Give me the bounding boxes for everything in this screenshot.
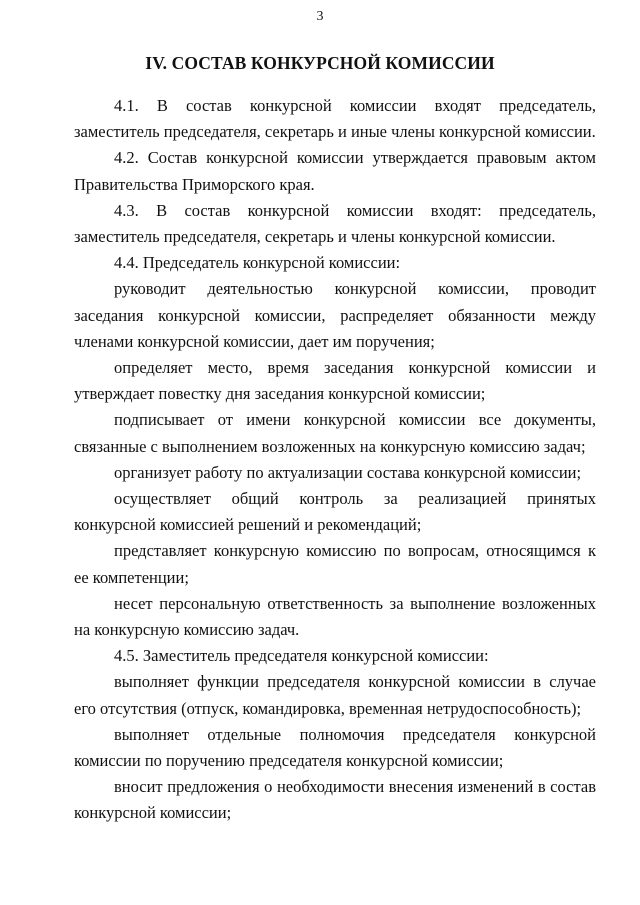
document-body — [74, 93, 596, 827]
paragraph-4-5-heading: 4.5. Заместитель председателя конкурсной комиссии: — [114, 646, 489, 666]
paragraph-4-3: 4.3. В состав конкурсной комиссии входят: председатель, заместитель председателя, секретарь и члены конкурсной комиссии. — [74, 200, 596, 247]
chairman-duty-item: организует работу по актуализации состава конкурсной комиссии; — [114, 462, 582, 482]
paragraph-4-2: 4.2. Состав конкурсной комиссии утверждается правовым актом Правительства Приморского края. — [74, 148, 596, 194]
paragraph-4-4-heading: 4.4. Председатель конкурсной комиссии: — [114, 253, 401, 273]
chairman-duty-item: руководит деятельностью конкурсной комиссии, проводит заседания конкурсной комиссии, распределяет обязанности между членами конкурсной комиссии, дает им поручения; — [74, 279, 596, 351]
deputy-duty-item: выполняет отдельные полномочия председателя конкурсной комиссии по поручению председателя конкурсной комиссии; — [74, 724, 596, 771]
paragraph-4-1: 4.1. В состав конкурсной комиссии входят председатель, заместитель председателя, секретарь и иные члены конкурсной комиссии. — [74, 96, 596, 142]
chairman-duty-item: определяет место, время заседания конкурсной комиссии и утверждает повестку дня заседания конкурсной комиссии; — [74, 358, 596, 404]
chairman-duty-item: подписывает от имени конкурсной комиссии все документы, связанные с выполнением возложенных на конкурсную комиссию задач; — [74, 410, 596, 456]
deputy-duty-item: выполняет функции председателя конкурсной комиссии в случае его отсутствия (отпуск, командировка, временная нетрудоспособность); — [74, 672, 596, 718]
chairman-duty-item: осуществляет общий контроль за реализацией принятых конкурсной комиссией решений и рекомендаций; — [74, 489, 596, 535]
section-title: IV. СОСТАВ КОНКУРСНОЙ КОМИССИИ — [145, 53, 495, 73]
chairman-duty-item: несет персональную ответственность за выполнение возложенных на конкурсную комиссию задач. — [74, 593, 596, 640]
page-number: 3 — [316, 9, 324, 24]
chairman-duty-item: представляет конкурсную комиссию по вопросам, относящимся к ее компетенции; — [74, 541, 596, 587]
deputy-duty-item: вносит предложения о необходимости внесения изменений в состав конкурсной комиссии; — [74, 777, 596, 823]
